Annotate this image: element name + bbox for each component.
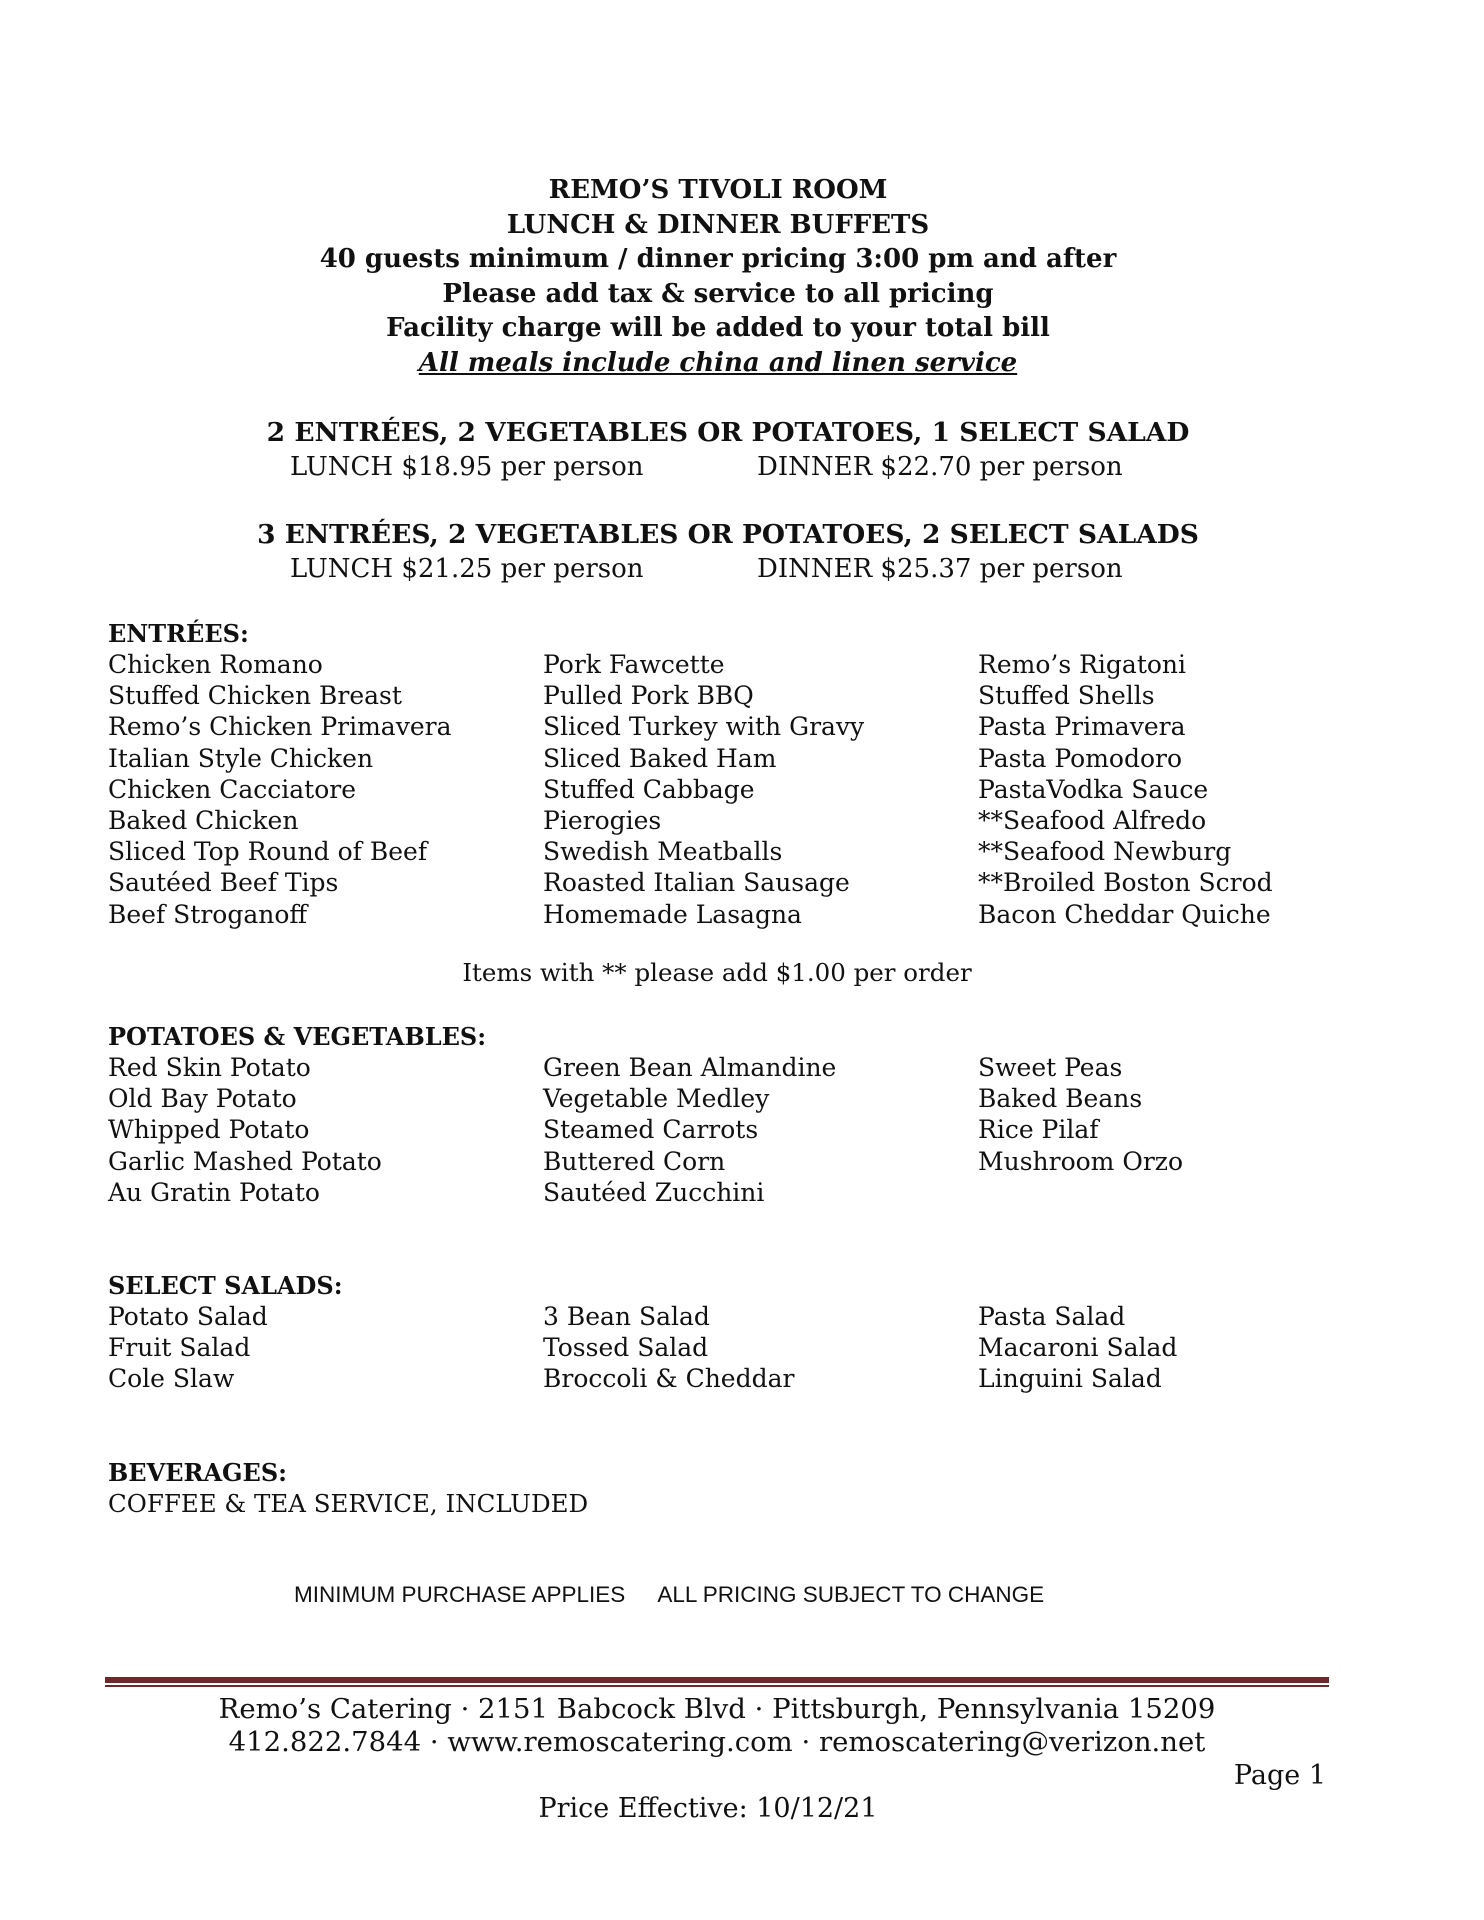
list-item: Red Skin Potato xyxy=(108,1053,311,1082)
list-item: Stuffed Shells xyxy=(978,681,1155,711)
list-item: Macaroni Salad xyxy=(978,1333,1178,1363)
salads-column-1 xyxy=(108,1301,268,1395)
list-item: Vegetable Medley xyxy=(543,1084,770,1114)
vegetables-title: POTATOES & VEGETABLES: xyxy=(108,1022,487,1051)
list-item: Cole Slaw xyxy=(108,1364,235,1394)
list-item: **Seafood Alfredo xyxy=(978,805,1207,835)
package-2-dinner-price: DINNER $25.37 per person xyxy=(757,554,1123,584)
buffet-title: LUNCH & DINNER BUFFETS xyxy=(506,209,930,240)
list-item: Pork Fawcette xyxy=(543,650,725,679)
vegetables-column-2 xyxy=(543,1052,836,1208)
list-item: Green Bean Almandine xyxy=(543,1053,837,1082)
list-item: Broccoli & Cheddar xyxy=(543,1364,795,1394)
venue-name: REMO’S TIVOLI ROOM xyxy=(548,175,888,205)
disclaimer-line xyxy=(294,1581,1044,1609)
list-item: Remo’s Chicken Primavera xyxy=(108,712,452,742)
list-item: Pasta Primavera xyxy=(978,712,1186,742)
list-item: PastaVodka Sauce xyxy=(978,774,1209,804)
list-item: Sliced Top Round of Beef xyxy=(108,837,428,867)
list-item: Sautéed Beef Tips xyxy=(108,868,339,898)
page-number: Page 1 xyxy=(1233,1760,1326,1791)
list-item: Sautéed Zucchini xyxy=(543,1177,765,1207)
list-item: Potato Salad xyxy=(108,1302,268,1331)
tax-note: Please add tax & service to all pricing xyxy=(442,278,994,309)
beverages-text: COFFEE & TEA SERVICE, INCLUDED xyxy=(108,1489,589,1518)
list-item: Chicken Romano xyxy=(108,650,323,679)
entrees-column-3 xyxy=(978,649,1273,930)
minimum-purchase-note: MINIMUM PURCHASE APPLIES xyxy=(294,1582,626,1607)
list-item: Stuffed Chicken Breast xyxy=(108,681,402,711)
list-item: Mushroom Orzo xyxy=(978,1146,1184,1176)
package-1-lunch-price: LUNCH $18.95 per person xyxy=(290,452,644,482)
vegetables-column-1 xyxy=(108,1052,382,1208)
list-item: Tossed Salad xyxy=(543,1333,709,1363)
header-block xyxy=(0,173,1436,380)
list-item: Swedish Meatballs xyxy=(543,837,783,867)
list-item: Steamed Carrots xyxy=(543,1115,759,1145)
list-item: 3 Bean Salad xyxy=(543,1302,710,1331)
china-linen-note: All meals include china and linen service xyxy=(418,347,1018,378)
entrees-title: ENTRÉES: xyxy=(108,619,249,648)
salads-title: SELECT SALADS: xyxy=(108,1271,343,1300)
list-item: Fruit Salad xyxy=(108,1333,251,1363)
list-item: Pasta Pomodoro xyxy=(978,743,1183,773)
list-item: Au Gratin Potato xyxy=(108,1177,320,1207)
salads-column-3 xyxy=(978,1301,1177,1395)
package-1-title: 2 ENTRÉES, 2 VEGETABLES OR POTATOES, 1 SELECT SALAD xyxy=(266,417,1190,448)
price-effective-date: Price Effective: 10/12/21 xyxy=(538,1793,878,1824)
list-item: Sliced Baked Ham xyxy=(543,743,777,773)
list-item: Buttered Corn xyxy=(543,1146,726,1176)
list-item: **Seafood Newburg xyxy=(978,837,1232,867)
list-item: Baked Beans xyxy=(978,1084,1143,1114)
footer-contact: 412.822.7844 · www.remoscatering.com · remoscatering@verizon.net xyxy=(228,1726,1206,1758)
footer-divider xyxy=(105,1677,1329,1687)
list-item: Sliced Turkey with Gravy xyxy=(543,712,865,742)
list-item: Old Bay Potato xyxy=(108,1084,297,1114)
list-item: Garlic Mashed Potato xyxy=(108,1146,382,1176)
list-item: Italian Style Chicken xyxy=(108,743,374,773)
list-item: Pasta Salad xyxy=(978,1302,1126,1331)
vegetables-column-3 xyxy=(978,1052,1183,1177)
list-item: Chicken Cacciatore xyxy=(108,774,356,804)
list-item: Rice Pilaf xyxy=(978,1115,1099,1145)
package-2-lunch-price: LUNCH $21.25 per person xyxy=(290,554,644,584)
list-item: Pierogies xyxy=(543,805,662,835)
list-item: Roasted Italian Sausage xyxy=(543,868,850,898)
list-item: Whipped Potato xyxy=(108,1115,310,1145)
list-item: Remo’s Rigatoni xyxy=(978,650,1187,679)
facility-note: Facility charge will be added to your total bill xyxy=(386,313,1050,343)
salads-column-2 xyxy=(543,1301,794,1395)
list-item: Beef Stroganoff xyxy=(108,899,308,929)
entrees-column-2 xyxy=(543,649,864,930)
beverages-title: BEVERAGES: xyxy=(108,1458,288,1487)
list-item: Linguini Salad xyxy=(978,1364,1162,1394)
list-item: Baked Chicken xyxy=(108,805,299,835)
list-item: Homemade Lasagna xyxy=(543,899,802,929)
pricing-change-note: ALL PRICING SUBJECT TO CHANGE xyxy=(657,1582,1045,1607)
guest-minimum: 40 guests minimum / dinner pricing 3:00 pm and after xyxy=(319,244,1117,274)
list-item: Pulled Pork BBQ xyxy=(543,681,754,711)
seafood-surcharge-note: Items with ** please add $1.00 per order xyxy=(462,958,972,987)
list-item: Stuffed Cabbage xyxy=(543,774,755,804)
footer-address: Remo’s Catering · 2151 Babcock Blvd · Pittsburgh, Pennsylvania 15209 xyxy=(218,1693,1216,1725)
list-item: Bacon Cheddar Quiche xyxy=(978,899,1271,929)
entrees-column-1 xyxy=(108,649,451,930)
package-1-dinner-price: DINNER $22.70 per person xyxy=(757,452,1123,482)
package-2-title: 3 ENTRÉES, 2 VEGETABLES OR POTATOES, 2 SELECT SALADS xyxy=(257,519,1199,550)
list-item: **Broiled Boston Scrod xyxy=(978,868,1273,898)
list-item: Sweet Peas xyxy=(978,1053,1123,1082)
